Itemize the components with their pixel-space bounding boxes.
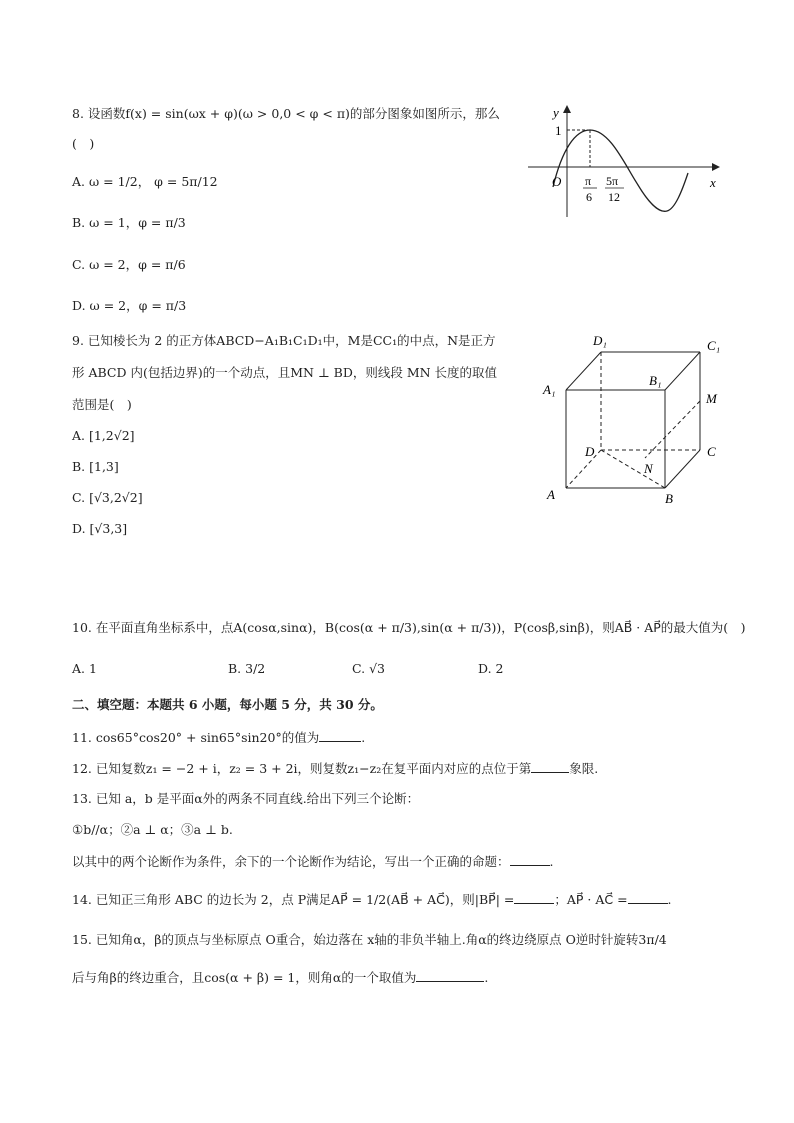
tick2-num: 5π bbox=[606, 174, 619, 188]
section-title: 二、填空题：本题共 6 小题，每小题 5 分，共 30 分。 bbox=[72, 697, 383, 712]
q12-blank[interactable] bbox=[531, 760, 569, 773]
q14-blank1[interactable] bbox=[514, 891, 554, 904]
label-D: D bbox=[585, 444, 595, 459]
q13-blank[interactable] bbox=[510, 853, 550, 866]
q9-option-d: D. [√3,3] bbox=[72, 521, 128, 536]
origin-label: O bbox=[552, 174, 562, 189]
x-axis-label: x bbox=[710, 175, 716, 190]
tick2-den: 12 bbox=[608, 190, 620, 204]
q8-paren: ( ) bbox=[72, 136, 95, 151]
q13-text: 以其中的两个论断作为条件，余下的一个论断作为结论，写出一个正确的命题： bbox=[72, 854, 510, 869]
y-axis-label: y bbox=[553, 105, 559, 120]
q14-blank2[interactable] bbox=[628, 891, 668, 904]
q8-sine-graph bbox=[520, 95, 730, 225]
q9-option-b: B. [1,3] bbox=[72, 459, 119, 474]
q13-line3 bbox=[72, 853, 554, 870]
tick1-num: π bbox=[585, 174, 592, 188]
label-A: A bbox=[547, 487, 555, 502]
q11-end: . bbox=[361, 730, 366, 745]
q14-text: 14. 已知正三角形 ABC 的边长为 2，点 P满足AP⃗ = 1/2(AB⃗ + AC⃗)，则|BP⃗| = bbox=[72, 892, 515, 907]
q15-line1: 15. 已知角α，β的顶点与坐标原点 O重合，始边落在 x轴的非负半轴上.角α的终边绕原点 O逆时针旋转3π/4 bbox=[72, 932, 667, 947]
q10-option-c: C. √3 bbox=[352, 661, 385, 676]
q10-option-a: A. 1 bbox=[72, 661, 97, 676]
q9-option-c: C. [√3,2√2] bbox=[72, 490, 143, 505]
q11-blank[interactable] bbox=[319, 729, 361, 742]
q10-option-b: B. 3/2 bbox=[228, 661, 266, 676]
q8-option-a: A. ω = 1/2， φ = 5π/12 bbox=[72, 174, 218, 189]
q15-end: . bbox=[484, 970, 489, 985]
one-label: 1 bbox=[555, 123, 562, 138]
q12-end: 象限. bbox=[569, 761, 599, 776]
q13-line1: 13. 已知 a，b 是平面α外的两条不同直线.给出下列三个论断： bbox=[72, 791, 420, 806]
q8-option-b: B. ω = 1，φ = π/3 bbox=[72, 215, 186, 230]
q14-end: . bbox=[667, 892, 672, 907]
q8-option-c: C. ω = 2，φ = π/6 bbox=[72, 257, 186, 272]
q9-line3: 范围是( ) bbox=[72, 397, 132, 412]
q11-text: 11. cos65°cos20° + sin65°sin20°的值为 bbox=[72, 730, 320, 745]
q8-option-d: D. ω = 2，φ = π/3 bbox=[72, 298, 187, 313]
q10-stem: 10. 在平面直角坐标系中，点A(cosα,sinα)，B(cos(α + π/3),sin(α + π/3))，P(cosβ,sinβ)，则AB⃗ · AP⃗的最大值为( ) bbox=[72, 620, 746, 635]
q15-text: 后与角β的终边重合，且cos(α + β) = 1，则角α的一个取值为 bbox=[72, 970, 417, 985]
label-C1: C₁ bbox=[707, 338, 721, 353]
q9-line1: 9. 已知棱长为 2 的正方体ABCD−A₁B₁C₁D₁中，M是CC₁的中点，N是正方 bbox=[72, 333, 496, 348]
sine-curve bbox=[553, 130, 688, 211]
q13-line2: ①b//α；②a ⊥ α；③a ⊥ b. bbox=[72, 822, 233, 837]
label-C: C bbox=[707, 444, 716, 459]
q15-blank[interactable] bbox=[416, 969, 484, 982]
q15-line2 bbox=[72, 969, 488, 986]
q10-option-d: D. 2 bbox=[478, 661, 504, 676]
q9-option-a: A. [1,2√2] bbox=[72, 428, 135, 443]
q8-stem: 8. 设函数f(x) = sin(ωx + φ)(ω > 0,0 < φ < π)的部分图象如图所示，那么 bbox=[72, 106, 500, 121]
q13-end: . bbox=[549, 854, 554, 869]
label-B1: B₁ bbox=[649, 373, 662, 388]
q9-line2: 形 ABCD 内(包括边界)的一个动点，且MN ⊥ BD，则线段 MN 长度的取值 bbox=[72, 365, 498, 380]
q9-cube-figure bbox=[535, 330, 735, 510]
q14 bbox=[72, 891, 672, 908]
q12-text: 12. 已知复数z₁ = −2 + i，z₂ = 3 + 2i，则复数z₁−z₂在复平面内对应的点位于第 bbox=[72, 761, 532, 776]
q11 bbox=[72, 729, 365, 746]
label-B: B bbox=[665, 491, 673, 506]
q12 bbox=[72, 760, 598, 777]
label-A1: A₁ bbox=[543, 382, 556, 397]
label-D1: D₁ bbox=[593, 333, 607, 348]
label-M: M bbox=[706, 391, 717, 406]
tick1-den: 6 bbox=[586, 190, 592, 204]
q14-mid: ；AP⃗ · AC⃗ = bbox=[554, 892, 628, 907]
label-N: N bbox=[644, 461, 653, 476]
